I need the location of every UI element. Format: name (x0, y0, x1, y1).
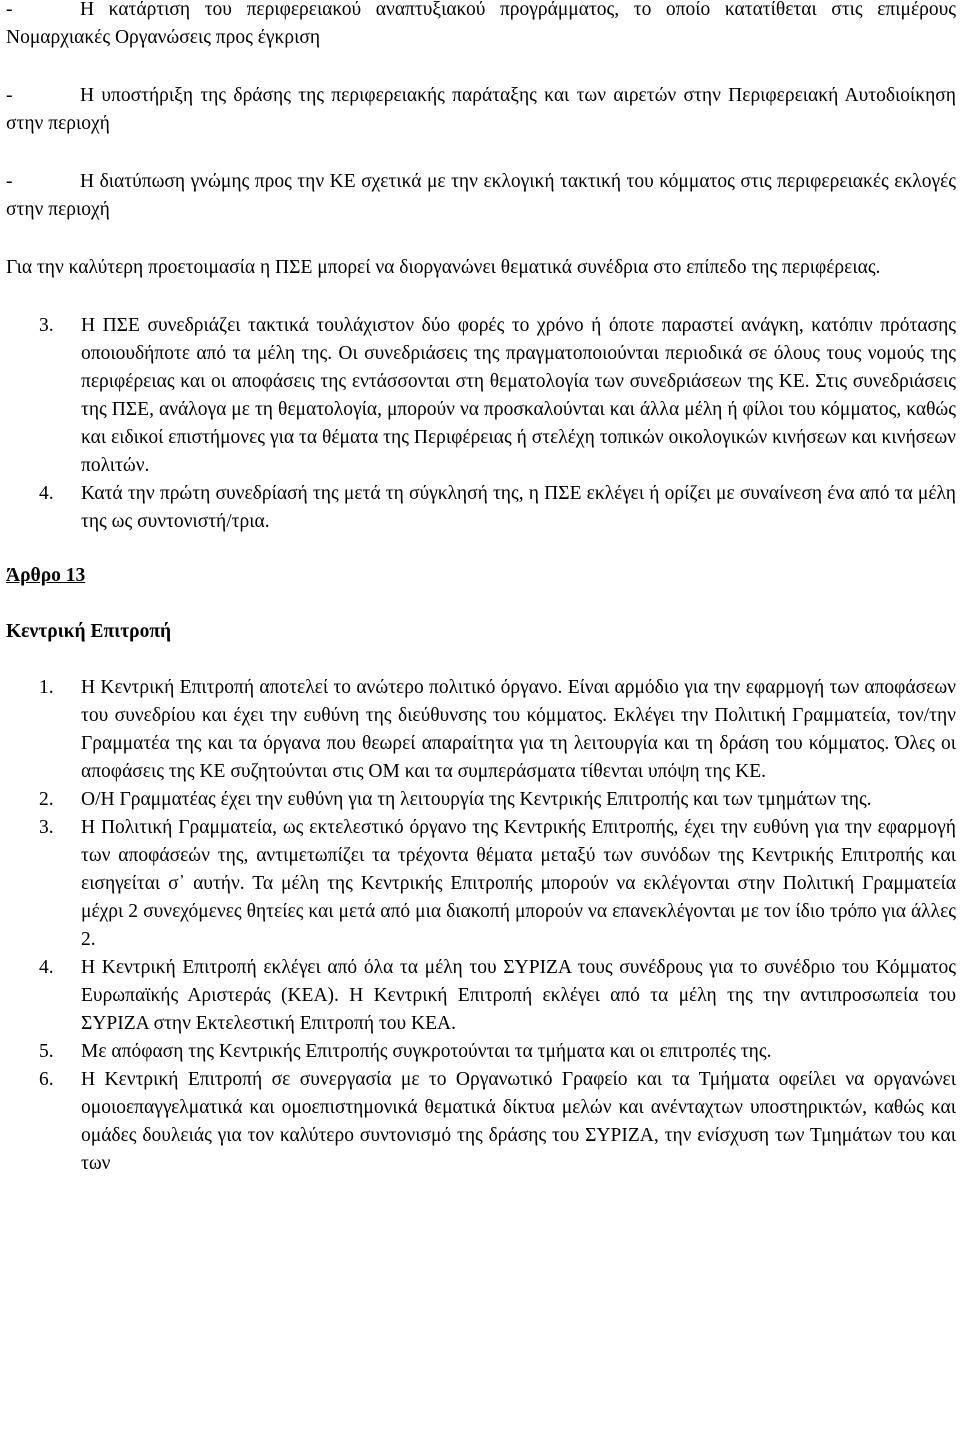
list-item (6, 480, 956, 536)
item-text: Η Πολιτική Γραμματεία, ως εκτελεστικό όργανο της Κεντρικής Επιτροπής, έχει την ευθύνη για την εφαρμογή των αποφάσεών της, αντιμετωπίζει τα τρέχοντα θέματα μεταξύ των συνόδων της Κεντρικής Επιτροπής και εισηγείται σ᾽ αυτήν. Τα μέλη της Κεντρικής Επιτροπής μπορούν να εκλέγονται στην Πολιτική Γραμματεία μέχρι 2 συνεχόμενες θητείες και μετά από μια διακοπή μπορούν να επανεκλέγονται με τον ίδιο τρόπο για άλλες 2. (81, 817, 956, 950)
item-text: Κατά την πρώτη συνεδρίασή της μετά τη σύγκλησή της, η ΠΣΕ εκλέγει ή ορίζει με συναίνεση ένα από τα μέλη της ως συντονιστή/τρια. (81, 483, 956, 532)
dash-marker: - (6, 85, 13, 106)
preparation-paragraph: Για την καλύτερη προετοιμασία η ΠΣΕ μπορεί να διοργανώνει θεματικά συνέδρια στο επίπεδο της περιφέρειας. (6, 257, 881, 278)
list-item (6, 786, 956, 814)
list-item (6, 954, 956, 1038)
item-number: 2. (39, 789, 54, 810)
item-text: Με απόφαση της Κεντρικής Επιτροπής συγκροτούνται τα τμήματα και οι επιτροπές της. (81, 1041, 772, 1062)
item-number: 5. (39, 1041, 54, 1062)
dash-item-text: Η κατάρτιση του περιφερειακού αναπτυξιακού προγράμματος, το οποίο κατατίθεται στις επιμέρους Νομαρχιακές Οργανώσεις προς έγκριση (6, 0, 956, 48)
item-number: 1. (39, 677, 54, 698)
item-number: 6. (39, 1069, 54, 1090)
dash-item-3 (6, 168, 956, 224)
item-number: 3. (39, 817, 54, 838)
dash-item-text: Η διατύπωση γνώμης προς την ΚΕ σχετικά με την εκλογική τακτική του κόμματος στις περιφερειακές εκλογές στην περιοχή (6, 171, 956, 220)
dash-item-text: Η υποστήριξη της δράσης της περιφερειακής παράταξης και των αιρετών στην Περιφερειακή Αυτοδιοίκηση στην περιοχή (6, 85, 956, 134)
list-item (6, 674, 956, 786)
list-item (6, 814, 956, 954)
list-item (6, 1038, 956, 1066)
dash-marker: - (6, 171, 13, 192)
item-number: 4. (39, 483, 54, 504)
item-number: 3. (39, 315, 54, 336)
section-heading: Κεντρική Επιτροπή (6, 621, 172, 642)
item-text: Η Κεντρική Επιτροπή εκλέγει από όλα τα μέλη του ΣΥΡΙΖΑ τους συνέδρους για το συνέδριο του Κόμματος Ευρωπαϊκής Αριστεράς (ΚΕΑ). Η Κεντρική Επιτροπή εκλέγει από τα μέλη της την αντιπροσωπεία του ΣΥΡΙΖΑ στην Εκτελεστική Επιτροπή του ΚΕΑ. (81, 957, 956, 1034)
document-page (6, 0, 956, 1178)
article-heading: Άρθρο 13 (6, 565, 86, 586)
pse-numbered-list (6, 312, 956, 536)
dash-item-2 (6, 82, 956, 138)
item-text: Η Κεντρική Επιτροπή αποτελεί το ανώτερο πολιτικό όργανο. Είναι αρμόδιο για την εφαρμογή των αποφάσεων του συνεδρίου και έχει την ευθύνη της διεύθυνσης του κόμματος. Εκλέγει την Πολιτική Γραμματεία, τον/την Γραμματέα της και τα όργανα που θεωρεί απαραίτητα για τη λειτουργία και τη δράση του κόμματος. Όλες οι αποφάσεις της ΚΕ συζητούνται στις ΟΜ και τα συμπεράσματα τίθενται υπόψη της ΚΕ. (81, 677, 956, 782)
dash-marker: - (6, 0, 13, 20)
item-text: Η Κεντρική Επιτροπή σε συνεργασία με το Οργανωτικό Γραφείο και τα Τμήματα οφείλει να οργανώνει ομοιοεπαγγελματικά και ομοεπιστημονικά θεματικά δίκτυα μελών και ανένταχτων υποστηρικτών, καθώς και ομάδες δουλειάς για τον καλύτερο συντονισμό της δράσης του ΣΥΡΙΖΑ, την ενίσχυση των Τμημάτων του και των (81, 1069, 956, 1174)
dash-item-1 (6, 0, 956, 52)
list-item (6, 1066, 956, 1178)
dash-list (6, 0, 956, 224)
item-text: Η ΠΣΕ συνεδριάζει τακτικά τουλάχιστον δύο φορές το χρόνο ή όποτε παραστεί ανάγκη, κατόπιν πρότασης οποιουδήποτε από τα μέλη της. Οι συνεδριάσεις της πραγματοποιούνται περιοδικά σε όλους τους νομούς της περιφέρειας και οι αποφάσεις της εντάσσονται στη θεματολογία των συνεδριάσεων της ΚΕ. Στις συνεδριάσεις της ΠΣΕ, ανάλογα με τη θεματολογία, μπορούν να προσκαλούνται και άλλα μέλη ή φίλοι του κόμματος, καθώς και ειδικοί επιστήμονες για τα θέματα της Περιφέρειας ή στελέχη τοπικών οικολογικών κινήσεων και κινήσεων πολιτών. (81, 315, 956, 476)
item-number: 4. (39, 957, 54, 978)
ke-numbered-list (6, 674, 956, 1178)
item-text: Ο/Η Γραμματέας έχει την ευθύνη για τη λειτουργία της Κεντρικής Επιτροπής και των τμημάτων της. (81, 789, 872, 810)
list-item (6, 312, 956, 480)
